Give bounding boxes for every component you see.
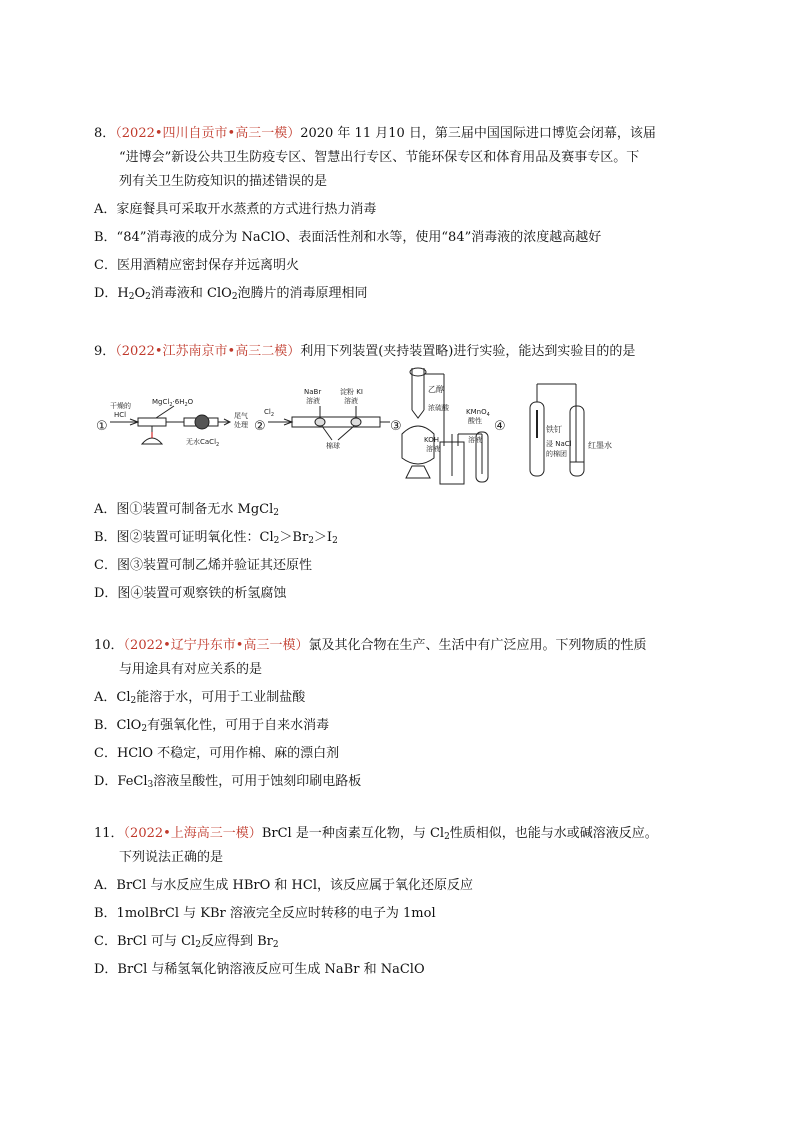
option-b: B．“84”消毒液的成分为 NaClO、表面活性剂和水等，使用“84”消毒液的浓度越高越好 — [94, 230, 602, 245]
svg-text:HCl: HCl — [114, 411, 127, 419]
question-number: 10． — [94, 638, 124, 653]
option-d: D．FeCl$_3$溶液呈酸性，可用于蚀刻印刷电路板 — [94, 774, 362, 790]
svg-text:处理: 处理 — [234, 421, 248, 429]
option-a: A．图①装置可制备无水 MgCl$_2$ — [94, 502, 279, 518]
svg-text:尾气: 尾气 — [234, 412, 248, 420]
question-10 — [94, 634, 724, 794]
svg-text:乙醇: 乙醇 — [428, 385, 444, 394]
svg-text:MgCl2·6H2O: $MgCl_2\cdot 6H_2O$ — [152, 398, 194, 408]
svg-text:溶液: 溶液 — [344, 397, 358, 405]
question-8 — [94, 122, 724, 306]
question-stem: 2020 年 11 月10 日，第三届中国国际进口博览会闭幕，该届 — [300, 126, 656, 141]
question-stem-cont: 下列说法正确的是 — [119, 850, 224, 865]
burner — [406, 466, 430, 478]
question-source: （2022•上海高三一模） — [123, 826, 262, 841]
option-b: B．ClO$_2$有强氧化性，可用于自来水消毒 — [94, 718, 330, 734]
option-a: A．家庭餐具可采取开水蒸煮的方式进行热力消毒 — [94, 202, 377, 217]
svg-text:无水CaCl2: 无水CaCl$_2$ — [186, 438, 220, 448]
svg-text:溶液: 溶液 — [426, 445, 440, 453]
question-stem-cont: “进博会”新设公共卫生防疫专区、智慧出行专区、节能环保专区和体育用品及赛事专区。下 — [119, 150, 640, 165]
option-c: C．医用酒精应密封保存并远离明火 — [94, 258, 299, 273]
option-c: C．图③装置可制乙烯并验证其还原性 — [94, 558, 312, 573]
glass-tube — [292, 417, 380, 427]
svg-text:的棉团: 的棉团 — [546, 450, 567, 458]
question-stem: 氯及其化合物在生产、生活中有广泛应用。下列物质的性质 — [308, 638, 647, 653]
option-d: D．$H_2O_2$消毒液和 ClO$_2$泡腾片的消毒原理相同 — [94, 286, 368, 302]
svg-text:NaBr: NaBr — [304, 388, 322, 396]
figure-label-3: ③ — [390, 419, 402, 434]
question-source: （2022•四川自贡市•高三一模） — [115, 126, 301, 141]
question-number: 9． — [94, 344, 116, 359]
question-number: 11． — [94, 826, 124, 841]
apparatus-diagram — [94, 366, 654, 490]
question-11 — [94, 822, 724, 982]
option-b: B．1molBrCl 与 KBr 溶液完全反应时转移的电子为 1mol — [94, 906, 436, 921]
dropping-funnel — [412, 368, 424, 410]
figure-label-2: ② — [254, 419, 266, 434]
option-a: A．BrCl 与水反应生成 HBrO 和 HCl，该反应属于氧化还原反应 — [94, 878, 473, 893]
apparatus-figure — [94, 366, 654, 490]
figure-label-1: ① — [96, 419, 108, 434]
tube-1 — [138, 418, 166, 426]
svg-text:溶液: 溶液 — [468, 436, 482, 444]
svg-text:浓硫酸: 浓硫酸 — [428, 404, 449, 412]
option-b: B．图②装置可证明氧化性：$Cl_2>Br_2>I_2$ — [94, 530, 338, 546]
question-9-options — [94, 496, 724, 608]
svg-text:KOH: KOH — [424, 436, 439, 444]
svg-text:浸 NaCl: 浸 NaCl — [546, 440, 572, 448]
svg-text:酸性: 酸性 — [468, 417, 482, 425]
question-stem-cont: 列有关卫生防疫知识的描述错误的是 — [119, 174, 328, 189]
option-a: A．$Cl_2$能溶于水，可用于工业制盐酸 — [94, 690, 306, 706]
test-tube-4b — [570, 406, 584, 476]
question-source: （2022•辽宁丹东市•高三一模） — [123, 638, 309, 653]
svg-text:KMnO4: KMnO$_4$ — [466, 408, 490, 418]
option-c: C．HClO 不稳定，可用作棉、麻的漂白剂 — [94, 746, 340, 761]
option-c: C．BrCl 可与 $Cl_2$反应得到 $Br_2$ — [94, 934, 279, 950]
cacl2-ball — [195, 415, 209, 429]
question-number: 8． — [94, 126, 116, 141]
question-9 — [94, 340, 724, 364]
alcohol-lamp — [142, 438, 162, 444]
question-stem: 利用下列装置(夹持装置略)进行实验，能达到实验目的的是 — [300, 344, 636, 359]
question-stem: BrCl 是一种卤素互化物，与 $Cl_2$性质相似，也能与水或碱溶液反应。 — [261, 826, 658, 842]
svg-text:淀粉 KI: 淀粉 KI — [340, 388, 363, 396]
question-source: （2022•江苏南京市•高三二模） — [115, 344, 301, 359]
svg-text:红墨水: 红墨水 — [588, 441, 612, 450]
svg-text:Cl2: $Cl_2$ — [264, 408, 275, 418]
svg-text:干燥的: 干燥的 — [110, 402, 131, 410]
question-stem-cont: 与用途具有对应关系的是 — [119, 662, 263, 677]
option-d: D．BrCl 与稀氢氧化钠溶液反应可生成 NaBr 和 NaClO — [94, 962, 425, 977]
svg-text:棉球: 棉球 — [326, 442, 340, 450]
figure-label-4: ④ — [494, 419, 506, 434]
svg-text:溶液: 溶液 — [306, 397, 320, 405]
option-d: D．图④装置可观察铁的析氢腐蚀 — [94, 586, 287, 601]
svg-text:铁钉: 铁钉 — [546, 425, 562, 434]
